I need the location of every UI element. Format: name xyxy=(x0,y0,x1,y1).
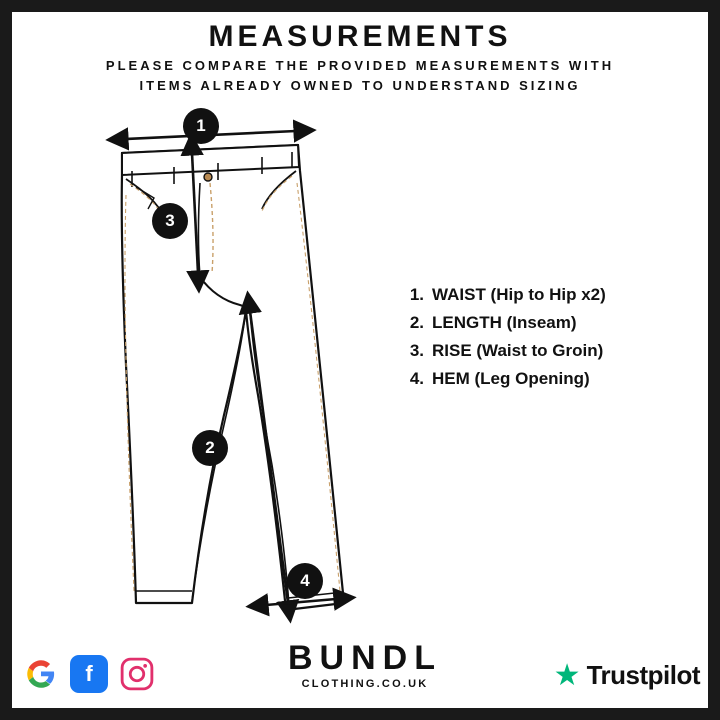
legend-item-hem xyxy=(398,369,688,389)
frame-border-top xyxy=(0,0,720,12)
brand-logo xyxy=(270,640,460,690)
frame-border-right xyxy=(708,0,720,720)
frame-border-left xyxy=(0,0,12,720)
page-subtitle xyxy=(60,56,660,96)
legend-item-length xyxy=(398,313,688,333)
legend-label: RISE (Waist to Groin) xyxy=(432,341,604,360)
badge-hem: 4 xyxy=(287,563,323,599)
trustpilot-label: Trustpilot xyxy=(586,660,700,690)
social-links xyxy=(22,655,156,693)
page-title: MEASUREMENTS xyxy=(208,20,512,53)
star-icon: ★ xyxy=(553,658,581,692)
legend-label: HEM (Leg Opening) xyxy=(432,369,590,388)
legend-number: 1. xyxy=(409,285,424,304)
subtitle-line-1: PLEASE COMPARE THE PROVIDED MEASUREMENTS WITH xyxy=(105,58,615,73)
legend-item-waist xyxy=(398,285,688,305)
facebook-glyph: f xyxy=(85,661,93,686)
badge-rise: 3 xyxy=(152,203,188,239)
trustpilot-badge[interactable] xyxy=(554,660,700,691)
jeans-diagram xyxy=(100,105,390,625)
legend-number: 2. xyxy=(409,313,424,332)
instagram-icon[interactable] xyxy=(118,655,156,693)
badge-length: 2 xyxy=(192,430,228,466)
google-glyph xyxy=(26,659,56,689)
legend-label: WAIST (Hip to Hip x2) xyxy=(432,285,606,304)
legend-item-rise xyxy=(398,341,688,361)
subtitle-line-2: ITEMS ALREADY OWNED TO UNDERSTAND SIZING xyxy=(139,78,581,93)
facebook-icon[interactable] xyxy=(70,655,108,693)
legend-number: 3. xyxy=(409,341,424,360)
badge-waist: 1 xyxy=(183,108,219,144)
frame-border-bottom xyxy=(0,708,720,720)
legend-number: 4. xyxy=(409,369,424,388)
brand-domain: CLOTHING.CO.UK xyxy=(301,678,429,690)
instagram-glyph xyxy=(120,657,154,691)
measurement-legend xyxy=(398,285,688,397)
legend-label: LENGTH (Inseam) xyxy=(432,313,577,332)
brand-name: BUNDL xyxy=(288,639,442,677)
jeans-illustration xyxy=(100,105,390,625)
google-icon[interactable] xyxy=(22,655,60,693)
